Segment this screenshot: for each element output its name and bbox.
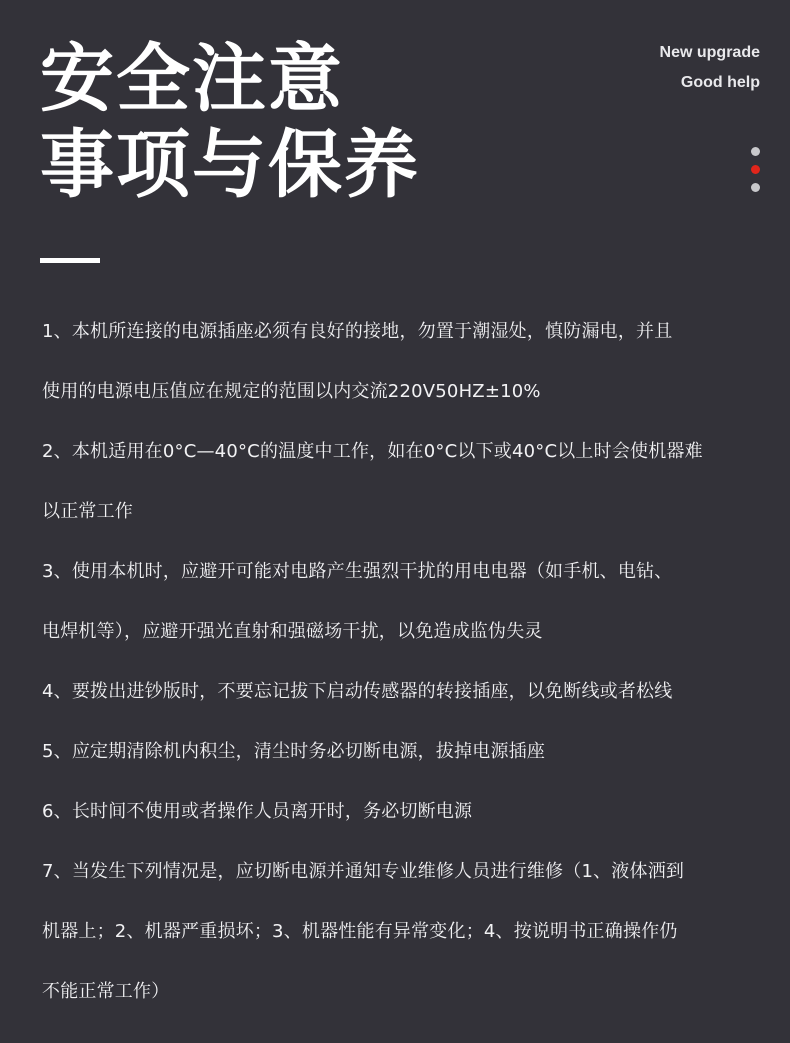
page-title-line-2: 事项与保养 xyxy=(40,122,420,208)
safety-notes-list xyxy=(42,302,762,1022)
note-line: 机器上；2、机器严重损坏；3、机器性能有异常变化；4、按说明书正确操作仍 xyxy=(42,921,678,942)
note-line: 5、应定期清除机内积尘，清尘时务必切断电源，拔掉电源插座 xyxy=(42,741,546,762)
page-indicator-dot-1 xyxy=(751,147,760,156)
page-indicator-dot-active xyxy=(751,165,760,174)
tagline-line-2: Good help xyxy=(680,74,760,91)
note-line: 7、当发生下列情况是，应切断电源并通知专业维修人员进行维修（1、液体洒到 xyxy=(42,861,685,882)
note-line: 不能正常工作） xyxy=(42,981,170,1002)
page-indicator-dot-3 xyxy=(751,183,760,192)
page-indicator xyxy=(751,147,760,201)
note-line: 6、长时间不使用或者操作人员离开时，务必切断电源 xyxy=(42,801,473,822)
note-line: 1、本机所连接的电源插座必须有良好的接地，勿置于潮湿处，慎防漏电，并且 xyxy=(42,321,673,342)
note-line: 2、本机适用在0°C—40°C的温度中工作，如在0°C以下或40°C以上时会使机器难 xyxy=(42,441,703,462)
note-line: 3、使用本机时，应避开可能对电路产生强烈干扰的用电电器（如手机、电钻、 xyxy=(42,561,673,582)
tagline-line-1: New upgrade xyxy=(659,44,760,61)
note-line: 电焊机等），应避开强光直射和强磁场干扰，以免造成监伪失灵 xyxy=(42,621,543,642)
note-line: 4、要拨出进钞版时，不要忘记拔下启动传感器的转接插座，以免断线或者松线 xyxy=(42,681,673,702)
note-line: 以正常工作 xyxy=(42,501,133,522)
page-title xyxy=(40,36,420,208)
note-line: 使用的电源电压值应在规定的范围以内交流220V50HZ±10% xyxy=(42,381,541,402)
title-underline xyxy=(40,258,100,263)
page-title-line-1: 安全注意 xyxy=(40,36,344,122)
tagline xyxy=(660,38,760,98)
